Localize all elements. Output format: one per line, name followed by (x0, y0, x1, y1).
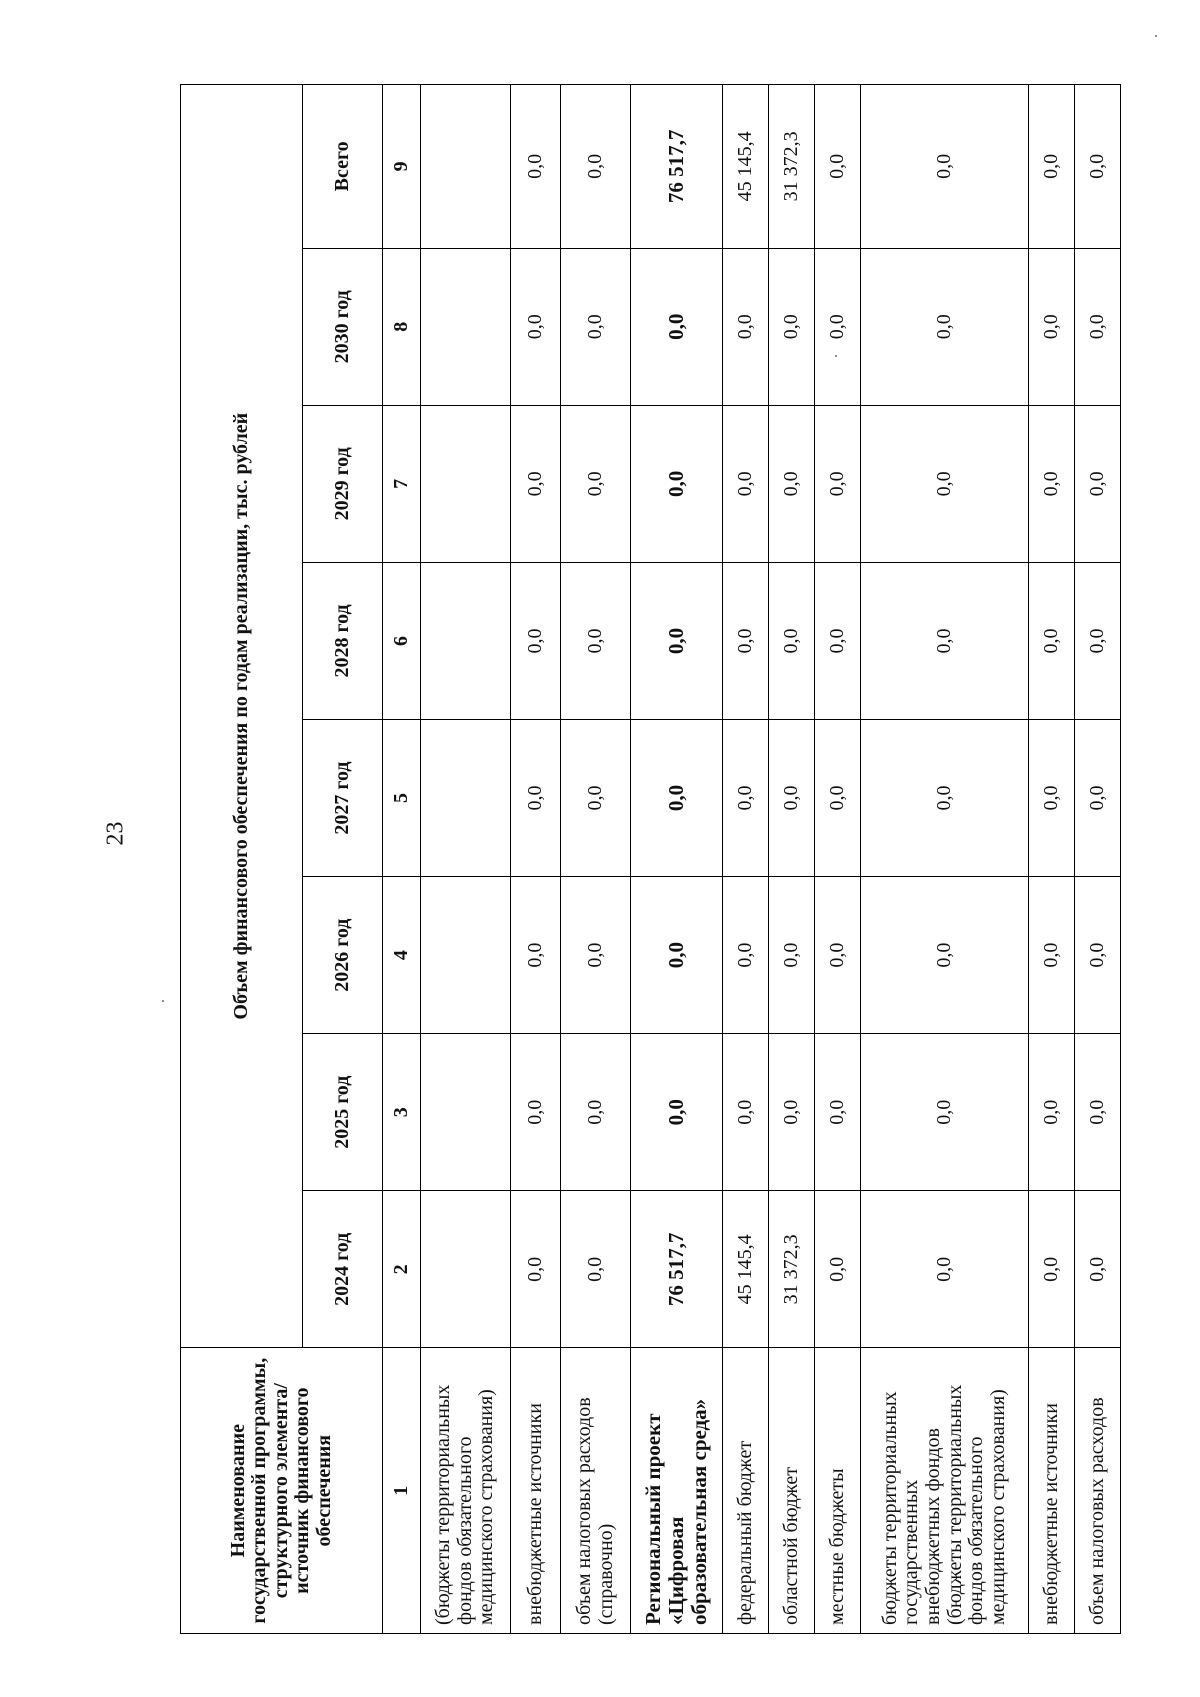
row-year-value: 0,0 (561, 562, 631, 719)
row-year-value: 0,0 (861, 877, 1029, 1034)
row-year-value: 0,0 (815, 720, 861, 877)
column-number: 5 (383, 720, 421, 877)
row-year-value: 0,0 (1029, 248, 1075, 405)
row-year-value: 0,0 (815, 405, 861, 562)
financing-table (180, 84, 1121, 1634)
row-year-value (421, 720, 511, 877)
column-number-row (383, 85, 421, 1634)
header-year-2024: 2024 год (303, 1191, 383, 1348)
row-source-name: (бюджеты территориальных фондов обязательного медицинского страхования) (421, 1348, 511, 1634)
row-source-name: объем налоговых расходов (1075, 1348, 1121, 1634)
row-year-value: 0,0 (815, 1191, 861, 1348)
row-year-value: 0,0 (1075, 562, 1121, 719)
row-year-value: 0,0 (1029, 1191, 1075, 1348)
row-year-value: 0,0 (1029, 562, 1075, 719)
scan-speck (1155, 35, 1157, 37)
row-year-value: 0,0 (769, 720, 815, 877)
column-number: 9 (383, 85, 421, 249)
row-year-value: 0,0 (723, 1034, 769, 1191)
row-year-value: 0,0 (1029, 1034, 1075, 1191)
header-total: Всего (303, 85, 383, 249)
column-number: 1 (383, 1348, 421, 1634)
row-year-value: 0,0 (511, 248, 561, 405)
header-name-col: Наименование государственной программы, структурного элемента/источник финансового обеспечения (181, 1348, 383, 1634)
row-year-value: 0,0 (861, 248, 1029, 405)
header-year-2026: 2026 год (303, 877, 383, 1034)
row-source-name: внебюджетные источники (511, 1348, 561, 1634)
row-year-value: 0,0 (815, 1034, 861, 1191)
row-total-value: 0,0 (1029, 85, 1075, 249)
header-volume-span: Объем финансового обеспечения по годам реализации, тыс. рублей (181, 85, 303, 1348)
table-row (421, 85, 511, 1634)
row-source-name: местные бюджеты (815, 1348, 861, 1634)
row-total-value: 0,0 (561, 85, 631, 249)
table-row (815, 85, 861, 1634)
row-year-value: 0,0 (561, 405, 631, 562)
row-total-value: 76 517,7 (631, 85, 723, 249)
row-year-value (421, 562, 511, 719)
row-year-value (421, 248, 511, 405)
header-year-2027: 2027 год (303, 720, 383, 877)
row-year-value: 0,0 (815, 248, 861, 405)
row-total-value: 31 372,3 (769, 85, 815, 249)
row-year-value: 0,0 (815, 562, 861, 719)
row-total-value: 0,0 (511, 85, 561, 249)
row-total-value: 0,0 (1075, 85, 1121, 249)
row-year-value: 0,0 (769, 405, 815, 562)
row-year-value: 0,0 (1075, 1191, 1121, 1348)
row-year-value (421, 1034, 511, 1191)
page-number: 23 (102, 821, 129, 846)
table-row (769, 85, 815, 1634)
row-year-value: 0,0 (723, 720, 769, 877)
column-number: 6 (383, 562, 421, 719)
row-source-name: областной бюджет (769, 1348, 815, 1634)
table-row (631, 85, 723, 1634)
row-year-value: 0,0 (1029, 720, 1075, 877)
row-year-value: 0,0 (769, 562, 815, 719)
column-number: 2 (383, 1191, 421, 1348)
scan-speck (162, 1000, 164, 1002)
row-total-value: 0,0 (815, 85, 861, 249)
row-year-value: 0,0 (723, 562, 769, 719)
row-year-value: 0,0 (723, 405, 769, 562)
table-row (723, 85, 769, 1634)
header-row-1 (181, 85, 303, 1634)
column-number: 3 (383, 1034, 421, 1191)
row-year-value (421, 405, 511, 562)
header-year-2029: 2029 год (303, 405, 383, 562)
row-total-value: 0,0 (861, 85, 1029, 249)
table-row (511, 85, 561, 1634)
header-year-2028: 2028 год (303, 562, 383, 719)
row-source-name: Региональный проект «Цифровая образовательная среда» (631, 1348, 723, 1634)
row-year-value: 0,0 (511, 720, 561, 877)
column-number: 4 (383, 877, 421, 1034)
table-row (861, 85, 1029, 1634)
row-year-value: 0,0 (861, 562, 1029, 719)
row-year-value: 76 517,7 (631, 1191, 723, 1348)
row-total-value: 45 145,4 (723, 85, 769, 249)
row-year-value: 0,0 (1075, 877, 1121, 1034)
row-year-value: 0,0 (723, 248, 769, 405)
row-source-name: бюджеты территориальных государственных внебюджетных фондов (бюджеты территориальных фондов обязательного медицинского страхования) (861, 1348, 1029, 1634)
row-year-value: 0,0 (561, 877, 631, 1034)
column-number: 8 (383, 248, 421, 405)
row-source-name: объем налоговых расходов (справочно) (561, 1348, 631, 1634)
column-number: 7 (383, 405, 421, 562)
row-year-value: 0,0 (861, 405, 1029, 562)
row-source-name: федеральный бюджет (723, 1348, 769, 1634)
row-year-value: 0,0 (1075, 720, 1121, 877)
row-year-value: 0,0 (1029, 877, 1075, 1034)
row-year-value: 0,0 (561, 1034, 631, 1191)
row-total-value (421, 85, 511, 249)
row-year-value: 0,0 (861, 720, 1029, 877)
row-year-value: 0,0 (511, 877, 561, 1034)
row-year-value: 0,0 (511, 405, 561, 562)
table-row (561, 85, 631, 1634)
row-year-value: 0,0 (561, 720, 631, 877)
row-source-name: внебюджетные источники (1029, 1348, 1075, 1634)
row-year-value: 0,0 (631, 720, 723, 877)
row-year-value: 0,0 (769, 1034, 815, 1191)
row-year-value: 0,0 (861, 1191, 1029, 1348)
row-year-value (421, 877, 511, 1034)
row-year-value: 0,0 (769, 877, 815, 1034)
row-year-value: 0,0 (511, 1034, 561, 1191)
row-year-value: 0,0 (861, 1034, 1029, 1191)
header-year-2025: 2025 год (303, 1034, 383, 1191)
row-year-value: 0,0 (723, 877, 769, 1034)
row-year-value: 0,0 (631, 248, 723, 405)
row-year-value: 45 145,4 (723, 1191, 769, 1348)
header-year-2030: 2030 год (303, 248, 383, 405)
table-row (1029, 85, 1075, 1634)
row-year-value: 0,0 (631, 562, 723, 719)
row-year-value: 0,0 (511, 562, 561, 719)
row-year-value: 0,0 (561, 1191, 631, 1348)
row-year-value: 0,0 (1075, 248, 1121, 405)
row-year-value: 0,0 (511, 1191, 561, 1348)
row-year-value: 0,0 (631, 1034, 723, 1191)
row-year-value: 0,0 (1029, 405, 1075, 562)
row-year-value: 0,0 (769, 248, 815, 405)
row-year-value: 0,0 (631, 877, 723, 1034)
row-year-value: 31 372,3 (769, 1191, 815, 1348)
row-year-value (421, 1191, 511, 1348)
table-row (1075, 85, 1121, 1634)
row-year-value: 0,0 (815, 877, 861, 1034)
rotated-table-container (180, 84, 1108, 1634)
row-year-value: 0,0 (561, 248, 631, 405)
row-year-value: 0,0 (1075, 1034, 1121, 1191)
row-year-value: 0,0 (1075, 405, 1121, 562)
row-year-value: 0,0 (631, 405, 723, 562)
